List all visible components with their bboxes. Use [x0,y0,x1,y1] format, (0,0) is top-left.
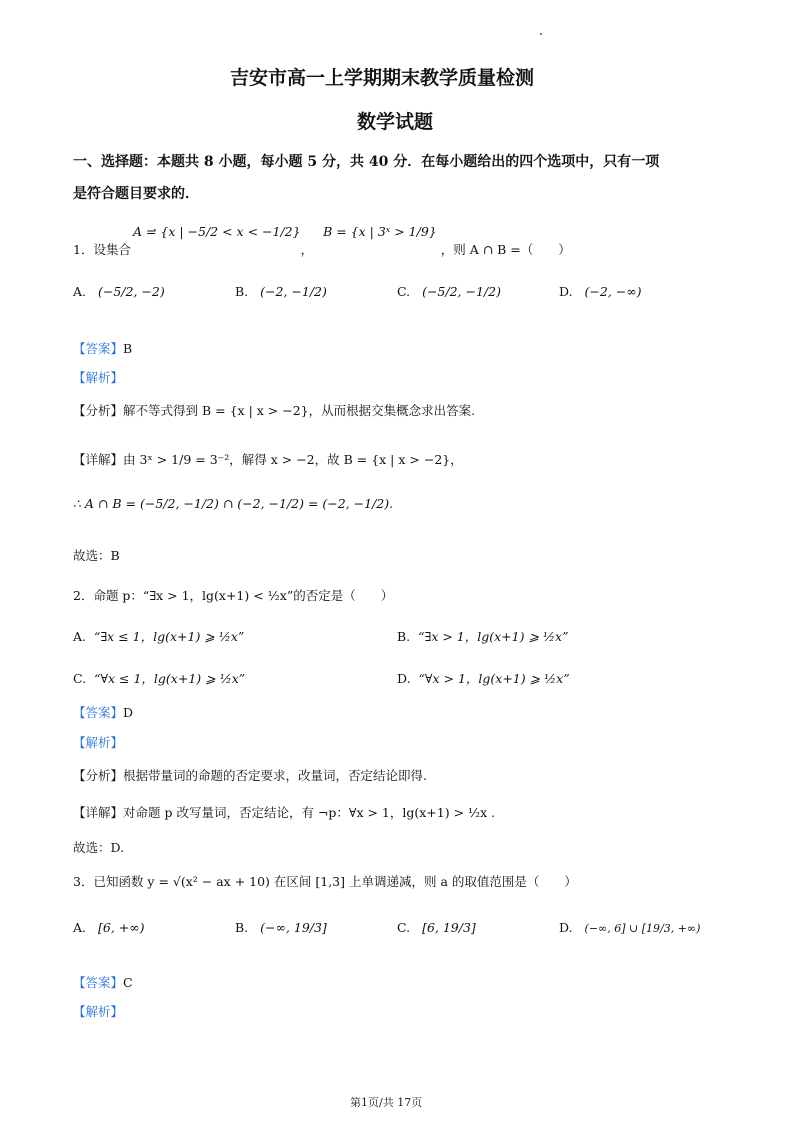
answer-value: D [123,705,134,720]
page-footer: 第1页/共 17页 [350,1096,423,1109]
q1-set-b: B = {x | 3ˣ > 1/9} [323,224,437,239]
fenxi-tag: 【分析】 [73,403,124,418]
q2-option-a-value: “∃x ≤ 1，lg(x+1) ⩾ ½x” [94,629,245,644]
q2-fenxi [73,766,427,784]
answer-tag: 【答案】 [73,975,124,990]
q3-option-d-value: (−∞, 6] ∪ [19/3, +∞) [584,922,701,935]
scan-dot [540,33,542,35]
q2-option-a: A. “∃x ≤ 1，lg(x+1) ⩾ ½x” [73,629,245,644]
q1-option-a: A. (−5/2, −2) [73,284,165,299]
page-title: 吉安市高一上学期期末教学质量检测 [230,67,535,89]
q2-xiangjie [73,803,495,821]
q1-option-a-value: (−5/2, −2) [98,284,165,299]
xiangjie-text: 对命题 p 改写量词，否定结论，有 ¬p：∀x > 1，lg(x+1) > ½x . [123,805,496,820]
q3-stem: 3．已知函数 y = √(x² − ax + 10) 在区间 [1,3] 上单调递减，则 a 的取值范围是（ ） [73,874,577,889]
q3-option-a: A. [6, +∞) [73,920,145,935]
fenxi-text: 解不等式得到 B = {x | x > −2}，从而根据交集概念求出答案. [123,403,476,418]
q3-option-a-value: [6, +∞) [98,920,145,935]
q1-option-d: D. (−2, −∞) [559,284,642,299]
xiangjie-text: 由 3ˣ > 1/9 = 3⁻²，解得 x > −2，故 B = {x | x > −2}， [123,452,463,467]
q2-choice: 故选：D. [73,840,125,855]
q2-option-c: C. “∀x ≤ 1，lg(x+1) ⩾ ½x” [73,671,246,686]
q1-choice: 故选：B [73,548,120,563]
q1-option-b: B. (−2, −1/2) [235,284,327,299]
q2-option-d-value: “∀x > 1，lg(x+1) ⩾ ½x” [418,671,570,686]
q3-option-b-value: (−∞, 19/3] [260,920,327,935]
q2-option-b-value: “∃x > 1，lg(x+1) ⩾ ½x” [418,629,569,644]
q1-option-c-value: (−5/2, −1/2) [422,284,501,299]
q2-option-b: B. “∃x > 1，lg(x+1) ⩾ ½x” [397,629,569,644]
q2-analysis-tag: 【解析】 [73,735,124,750]
fenxi-text: 根据带量词的命题的否定要求，改量词，否定结论即得. [123,768,427,783]
q3-option-b: B. (−∞, 19/3] [235,920,327,935]
q1-option-c: C. (−5/2, −1/2) [397,284,501,299]
q3-analysis-tag: 【解析】 [73,1004,124,1019]
answer-tag: 【答案】 [73,341,124,356]
section-heading-cont: 是符合题目要求的． [73,186,199,202]
q2-option-c-value: “∀x ≤ 1，lg(x+1) ⩾ ½x” [94,671,246,686]
answer-value: C [123,975,133,990]
answer-value: B [123,341,133,356]
q3-option-d: D. (−∞, 6] ∪ [19/3, +∞) [559,920,701,935]
xiangjie-tag: 【详解】 [73,452,124,467]
answer-tag: 【答案】 [73,705,124,720]
xiangjie-tag: 【详解】 [73,805,124,820]
q1-analysis-tag: 【解析】 [73,370,124,385]
fenxi-tag: 【分析】 [73,768,124,783]
q2-stem: 2．命题 p：“∃x > 1，lg(x+1) < ½x”的否定是（ ） [73,588,394,603]
q1-fenxi [73,401,475,419]
q3-option-c: C. [6, 19/3] [397,920,476,935]
q1-set-a: A = {x | −5/2 < x < −1/2} [132,224,301,239]
page-subtitle: 数学试题 [357,111,434,133]
q3-option-c-value: [6, 19/3] [422,920,476,935]
section-heading: 一、选择题：本题共 8 小题，每小题 5 分，共 40 分．在每小题给出的四个选项中，只有一项 [73,154,660,170]
q1-stem-suffix: ，则 A ∩ B =（ ） [440,242,571,257]
q1-option-d-value: (−2, −∞) [584,284,642,299]
q1-stem-prefix: 1．设集合 [73,242,131,257]
q1-option-b-value: (−2, −1/2) [260,284,327,299]
q3-answer [73,973,133,991]
q1-xiangjie [73,450,463,468]
q2-answer [73,703,133,721]
q1-therefore: ∴ A ∩ B = (−5/2, −1/2) ∩ (−2, −1/2) = (−2, −1/2). [73,496,394,511]
q2-option-d: D. “∀x > 1，lg(x+1) ⩾ ½x” [397,671,570,686]
q1-answer [73,339,132,357]
q1-stem: 1．设集合 A = {x | −5/2 < x < −1/2}， B = {x | 3ˣ > 1/9} ，则 A ∩ B =（ ） [73,224,571,257]
